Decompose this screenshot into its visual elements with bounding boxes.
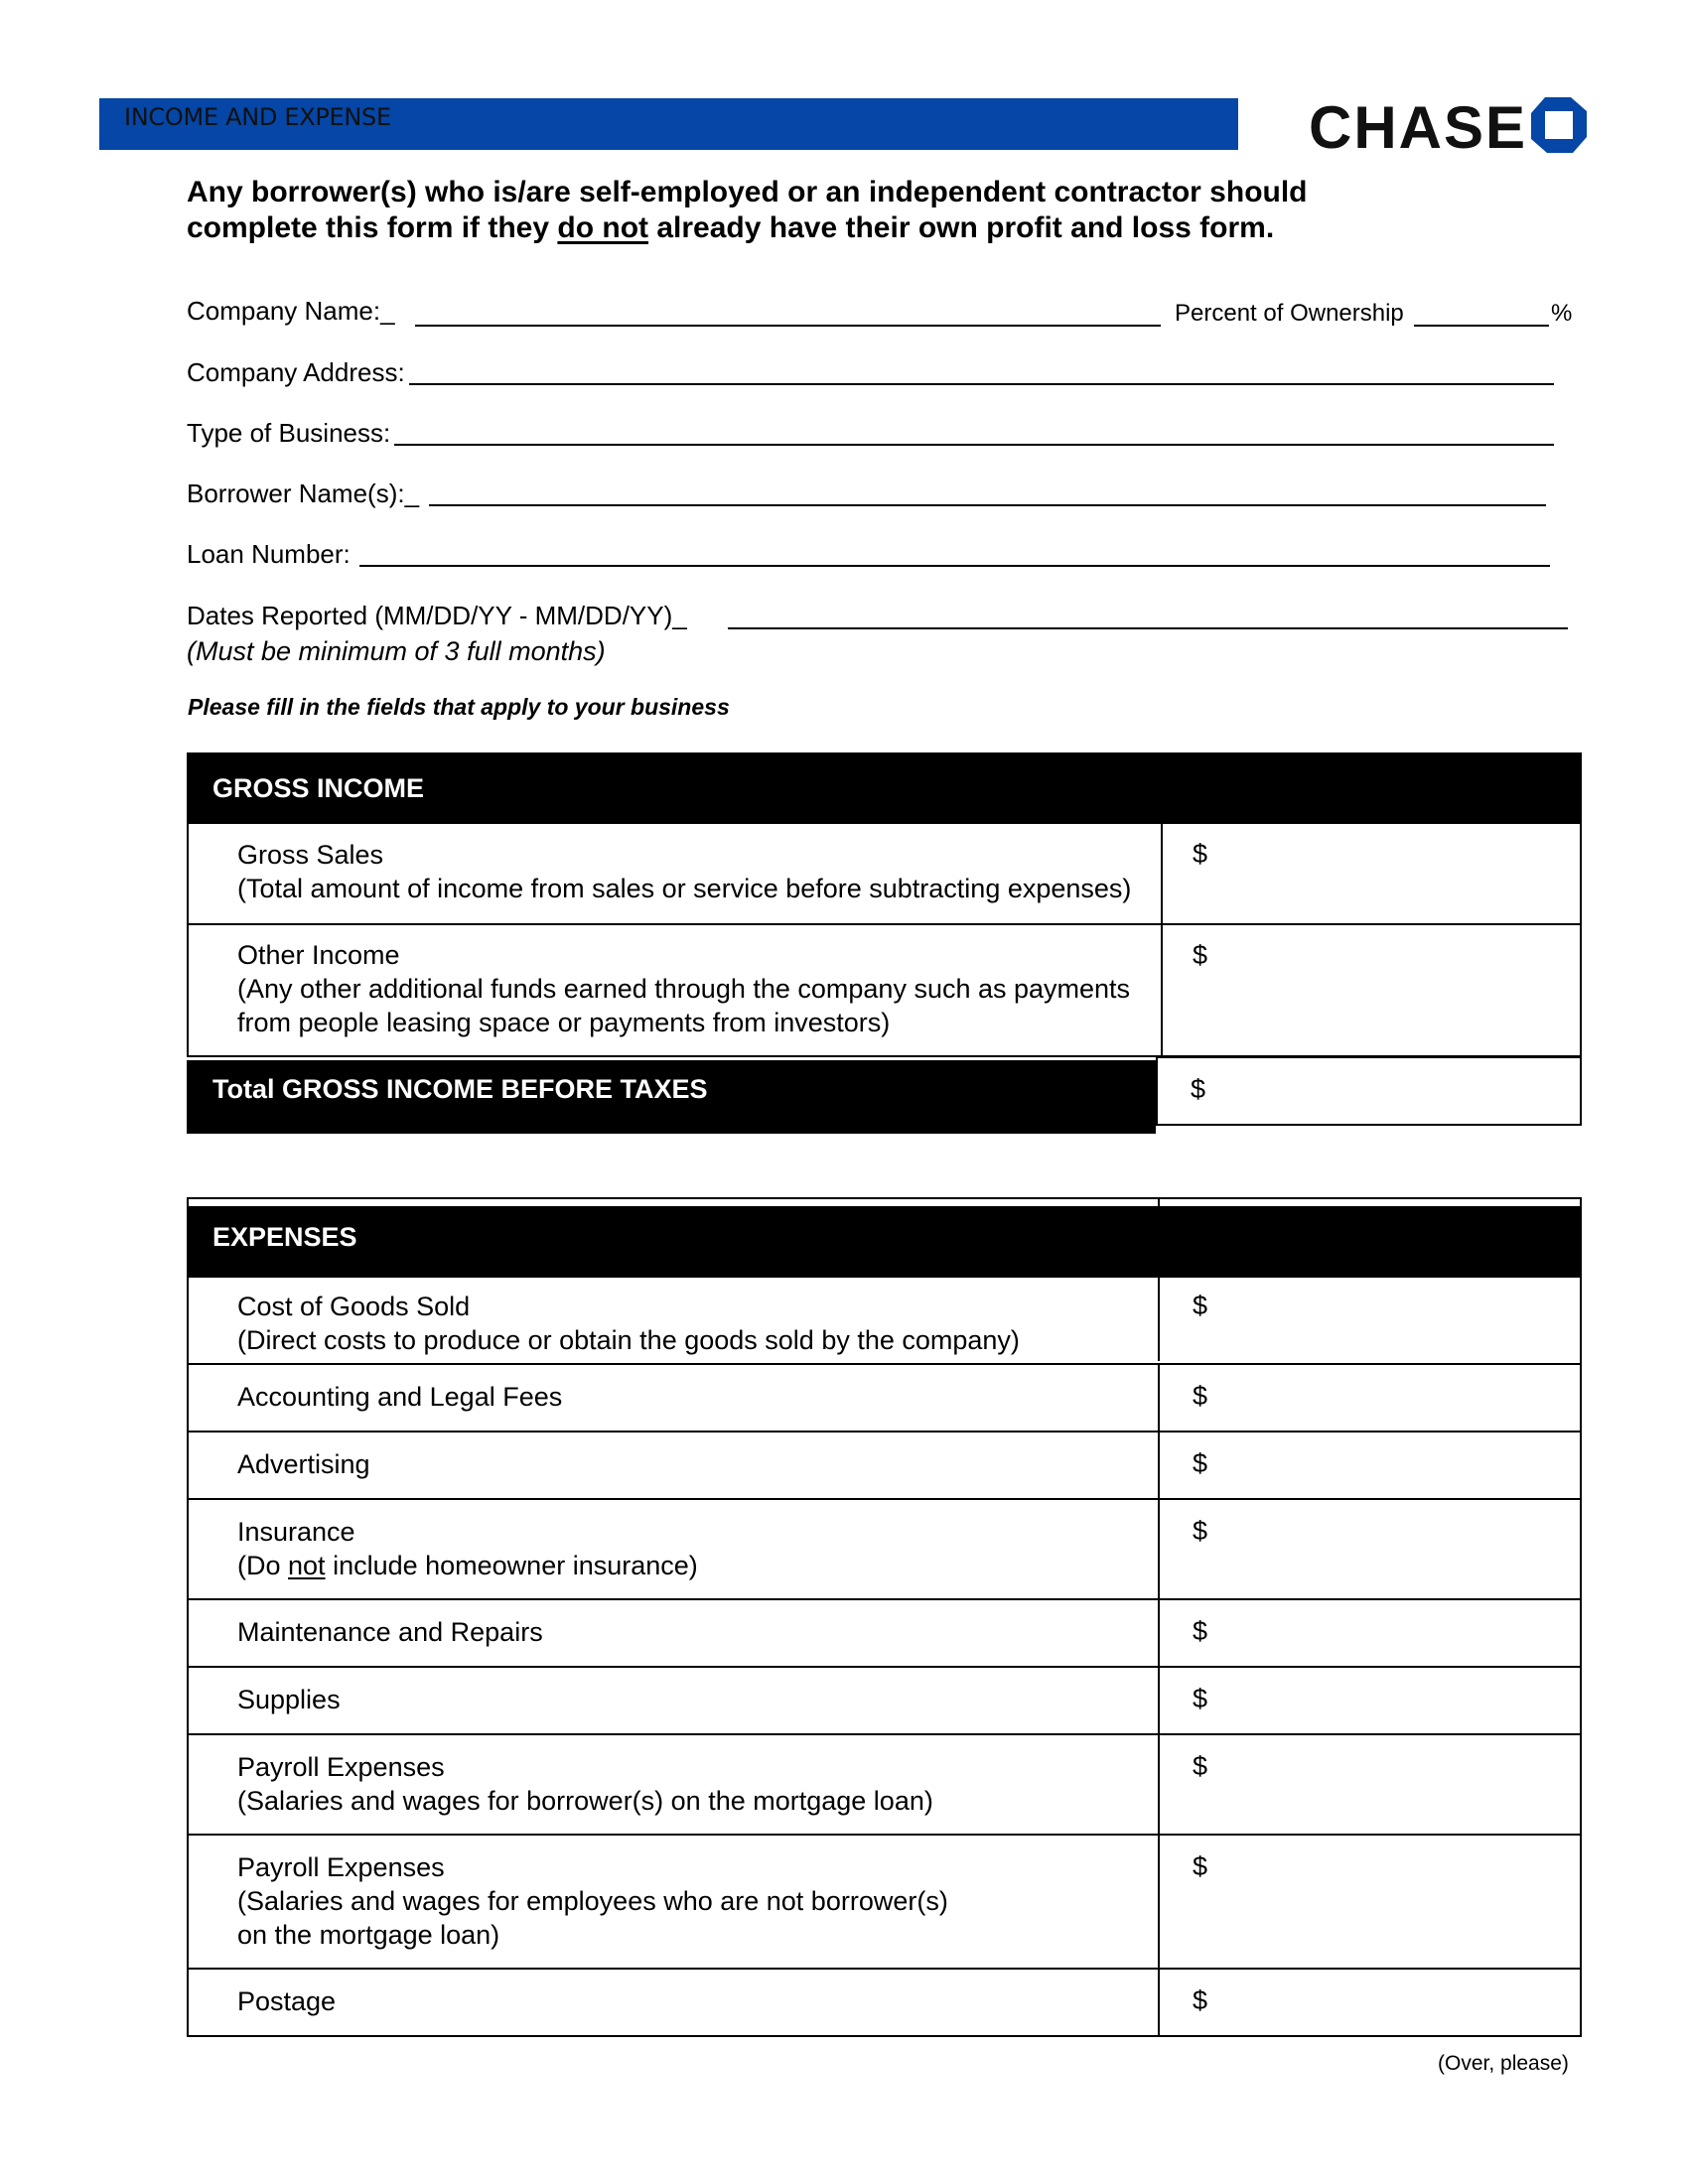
gross-income-header (187, 752, 1582, 824)
currency-symbol: $ (1193, 1684, 1208, 1713)
type-of-business-label: Type of Business: (187, 418, 391, 448)
row-description-emphasis: not (288, 1551, 326, 1580)
currency-symbol: $ (1193, 1291, 1208, 1320)
row-description: (Salaries and wages for employees who are not borrower(s) (237, 1886, 948, 1916)
currency-symbol: $ (1193, 1448, 1208, 1478)
expense-amount-field[interactable] (1221, 1739, 1574, 1830)
currency-symbol: $ (1191, 1074, 1206, 1104)
row-title: Maintenance and Repairs (237, 1617, 543, 1647)
expense-amount-field[interactable] (1221, 1281, 1574, 1357)
table-row (187, 923, 1582, 1057)
row-description-cont: from people leasing space or payments from investors) (237, 1008, 891, 1037)
dates-reported-field[interactable] (728, 627, 1568, 629)
row-title: Supplies (237, 1685, 341, 1714)
row-label (237, 1380, 562, 1414)
row-description: (Salaries and wages for borrower(s) on the mortgage loan) (237, 1786, 933, 1816)
total-gross-income-cell (1156, 1056, 1582, 1126)
column-divider (1158, 1735, 1160, 1834)
row-description-start: (Do (237, 1551, 289, 1580)
chase-logo (1309, 94, 1590, 161)
borrower-names-field[interactable] (429, 504, 1546, 506)
row-label (237, 838, 1131, 905)
column-divider (1158, 1836, 1160, 1968)
total-gross-income-amount-field[interactable] (1217, 1062, 1575, 1122)
expenses-header (187, 1206, 1582, 1278)
loan-number-label: Loan Number: (187, 539, 351, 569)
company-name-field[interactable] (415, 325, 1161, 327)
currency-symbol: $ (1193, 1985, 1208, 2015)
percent-sign: % (1551, 300, 1573, 327)
row-label (237, 1984, 336, 2018)
row-title: Cost of Goods Sold (237, 1292, 471, 1321)
loan-number-field[interactable] (359, 565, 1550, 567)
form-title: INCOME AND EXPENSE (124, 103, 391, 131)
total-gross-income-header (187, 1060, 1156, 1134)
table-row (187, 1666, 1582, 1735)
row-description: (Total amount of income from sales or service before subtracting expenses) (237, 874, 1132, 903)
fill-instructions: Please fill in the fields that apply to your business (188, 694, 730, 720)
currency-symbol: $ (1193, 1751, 1208, 1781)
over-please-note: (Over, please) (1438, 2052, 1569, 2075)
type-of-business-field[interactable] (394, 444, 1554, 446)
expense-amount-field[interactable] (1221, 1672, 1574, 1729)
table-row (187, 1363, 1582, 1433)
row-title: Advertising (237, 1449, 370, 1479)
company-address-label: Company Address: (187, 357, 405, 387)
row-label (237, 1750, 933, 1818)
row-title: Gross Sales (237, 840, 384, 870)
currency-symbol: $ (1193, 839, 1208, 869)
row-label (237, 938, 1130, 1039)
expense-amount-field[interactable] (1221, 1436, 1574, 1494)
other-income-amount-field[interactable] (1221, 929, 1574, 1052)
table-row (187, 1834, 1582, 1970)
row-description-cont: on the mortgage loan) (237, 1920, 500, 1950)
column-divider (1158, 1433, 1160, 1498)
currency-symbol: $ (1193, 940, 1208, 970)
currency-symbol: $ (1193, 1616, 1208, 1646)
chase-octagon-icon (1531, 97, 1587, 153)
total-gross-income-label: Total GROSS INCOME BEFORE TAXES (212, 1074, 708, 1104)
intro-line-2 (187, 210, 1428, 246)
table-row (187, 1598, 1582, 1668)
intro-line-2-start: complete this form if they (187, 211, 558, 244)
column-divider (1158, 1500, 1160, 1598)
row-description: (Direct costs to produce or obtain the goods sold by the company) (237, 1325, 1020, 1355)
column-divider (1158, 1970, 1160, 2035)
currency-symbol: $ (1193, 1851, 1208, 1881)
percent-ownership-field[interactable] (1414, 325, 1549, 327)
gross-income-title: GROSS INCOME (212, 773, 425, 803)
column-divider (1158, 1277, 1160, 1361)
column-divider (1158, 1365, 1160, 1431)
row-title: Payroll Expenses (237, 1852, 445, 1882)
table-row (187, 1968, 1582, 2037)
expenses-title: EXPENSES (212, 1222, 357, 1252)
intro-instructions (187, 175, 1428, 246)
expense-amount-field[interactable] (1221, 1369, 1574, 1427)
dates-note: (Must be minimum of 3 full months) (187, 636, 606, 666)
column-divider (1161, 823, 1163, 923)
dates-reported-label: Dates Reported (MM/DD/YY - MM/DD/YY)_ (187, 601, 687, 630)
row-title: Insurance (237, 1517, 355, 1547)
table-row (187, 1431, 1582, 1500)
row-description (237, 1549, 698, 1582)
company-address-field[interactable] (409, 383, 1554, 385)
row-label (237, 1515, 698, 1582)
header-bar (99, 98, 1238, 150)
expense-amount-field[interactable] (1221, 1974, 1574, 2031)
expense-amount-field[interactable] (1221, 1504, 1574, 1594)
row-label (237, 1683, 341, 1716)
currency-symbol: $ (1193, 1381, 1208, 1411)
row-label (237, 1447, 370, 1481)
table-row (187, 1733, 1582, 1836)
column-divider (1158, 1600, 1160, 1666)
percent-ownership-label: Percent of Ownership (1175, 300, 1404, 327)
borrower-names-label: Borrower Name(s):_ (187, 478, 420, 508)
expense-amount-field[interactable] (1221, 1604, 1574, 1662)
table-row (187, 1498, 1582, 1600)
row-title: Accounting and Legal Fees (237, 1382, 563, 1412)
column-divider (1161, 925, 1163, 1055)
row-label (237, 1850, 948, 1952)
intro-emphasis: do not (557, 211, 649, 244)
row-title: Other Income (237, 940, 400, 970)
row-label (237, 1615, 543, 1649)
expense-amount-field[interactable] (1221, 1840, 1574, 1964)
intro-line-2-end: already have their own profit and loss form. (648, 211, 1275, 244)
row-title: Payroll Expenses (237, 1752, 445, 1782)
row-description-end: include homeowner insurance) (325, 1551, 698, 1580)
row-description: (Any other additional funds earned through the company such as payments (237, 974, 1131, 1004)
row-title: Postage (237, 1986, 337, 2016)
intro-line-1: Any borrower(s) who is/are self-employed or an independent contractor should (187, 176, 1308, 208)
logo-text: CHASE (1309, 94, 1528, 161)
gross-sales-amount-field[interactable] (1221, 827, 1574, 918)
table-row (187, 1277, 1582, 1365)
currency-symbol: $ (1193, 1516, 1208, 1546)
company-name-label: Company Name:_ (187, 296, 395, 326)
table-row (187, 823, 1582, 925)
row-label (237, 1290, 1020, 1357)
column-divider (1158, 1668, 1160, 1733)
